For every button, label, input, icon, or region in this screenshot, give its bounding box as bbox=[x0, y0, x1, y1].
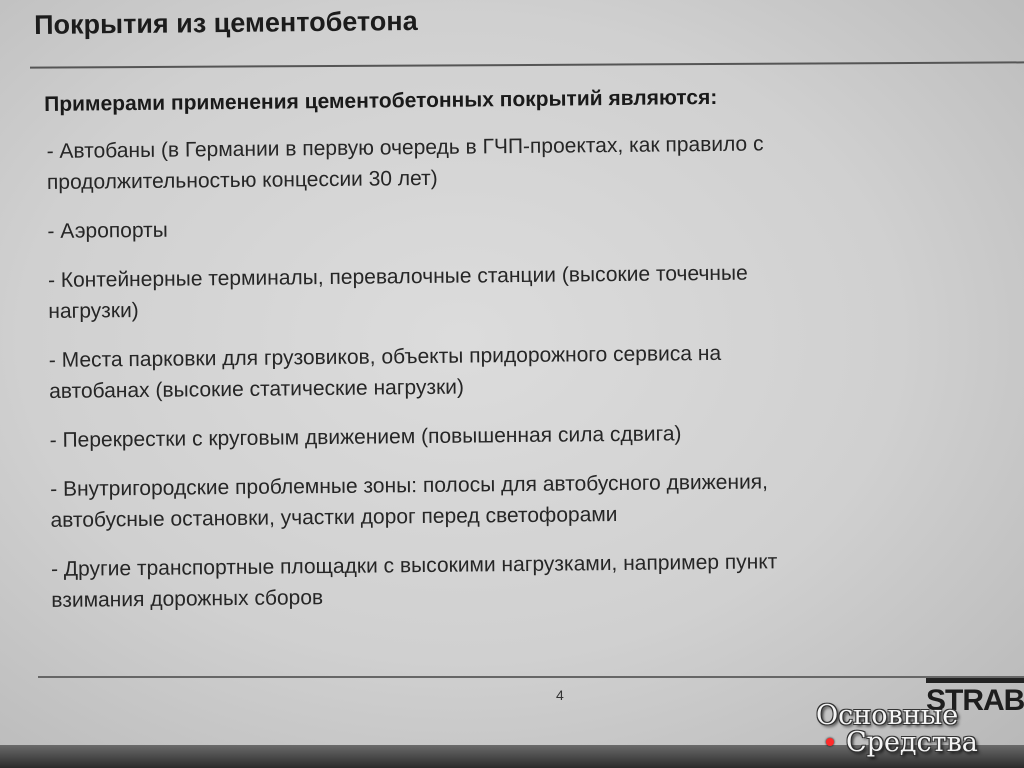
bullet-line: взимания дорожных сборов bbox=[51, 586, 324, 612]
bullet-line: автобанах (высокие статические нагрузки) bbox=[49, 375, 465, 403]
bullet-item bbox=[49, 335, 1024, 407]
bullet-item bbox=[51, 544, 1024, 616]
bullet-line: - Другие транспортные площадки с высокими нагрузками, например пункт bbox=[50, 550, 778, 581]
footer-divider bbox=[38, 676, 1024, 678]
watermark-line: Основные bbox=[816, 700, 959, 731]
bullet-item bbox=[50, 464, 1024, 536]
bullet-line: - Аэропорты bbox=[47, 218, 168, 243]
watermark-dot-icon bbox=[826, 738, 834, 746]
bullet-item bbox=[50, 415, 1024, 456]
title-divider bbox=[30, 61, 1024, 68]
slide-body bbox=[42, 80, 1024, 634]
bullet-line: - Перекрестки с круговым движением (повышенная сила сдвига) bbox=[49, 422, 682, 452]
logo-text: STRAB bbox=[926, 684, 1024, 717]
bullet-line: нагрузки) bbox=[48, 298, 139, 323]
slide-title: Покрытия из цементобетона bbox=[34, 5, 418, 40]
watermark-line: Средства bbox=[846, 727, 978, 758]
logo-bar bbox=[926, 678, 1024, 683]
bullet-line: продолжительностью концессии 30 лет) bbox=[46, 166, 438, 194]
intro-text: Примерами применения цементобетонных покрытий являются: bbox=[44, 85, 718, 116]
bullet-line: - Места парковки для грузовиков, объекты придорожного сервиса на bbox=[48, 341, 722, 372]
bullet-item bbox=[46, 126, 1023, 198]
publication-watermark bbox=[816, 702, 978, 756]
bullet-item bbox=[47, 206, 1023, 247]
bullet-line: - Контейнерные терминалы, перевалочные станции (высокие точечные bbox=[47, 261, 748, 292]
page-number: 4 bbox=[556, 687, 564, 703]
bullet-line: - Автобаны (в Германии в первую очередь в ГЧП-проектах, как правило с bbox=[46, 132, 764, 163]
bullet-line: автобусные остановки, участки дорог перед светофорами bbox=[50, 502, 618, 532]
bullet-item bbox=[48, 255, 1024, 327]
bullet-line: - Внутригородские проблемные зоны: полосы для автобусного движения, bbox=[50, 470, 769, 501]
